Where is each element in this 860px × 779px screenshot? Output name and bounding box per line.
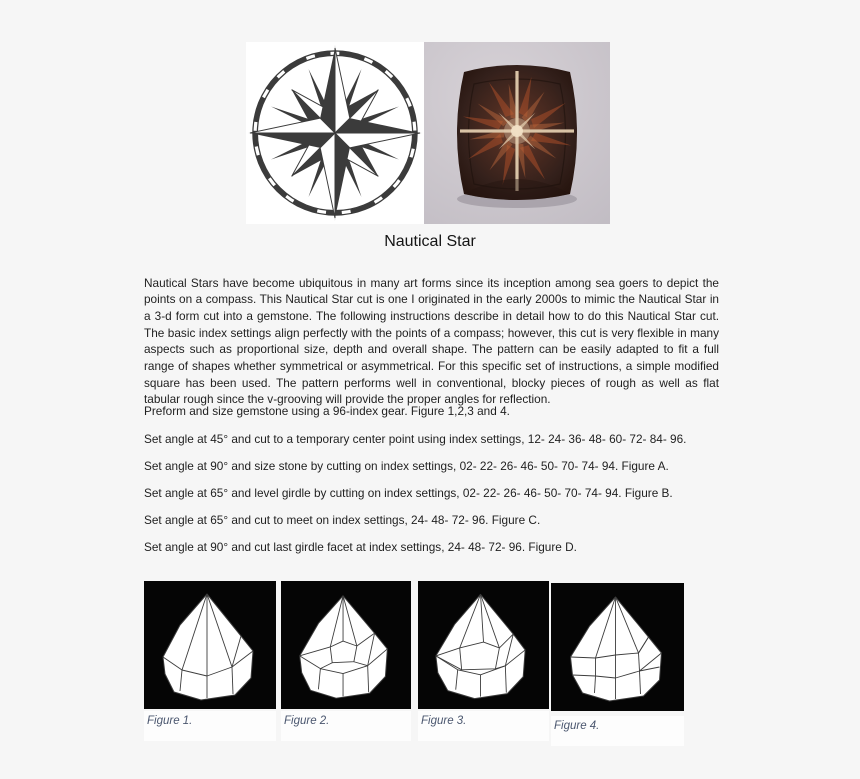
gemstone-image: [424, 42, 610, 224]
figure-caption: Figure 4.: [551, 716, 684, 746]
preform-instruction: Preform and size gemstone using a 96-index gear. Figure 1,2,3 and 4.: [144, 404, 510, 418]
step-instruction-1: Set angle at 45° and cut to a temporary center point using index settings, 12- 24- 36- 48- 60- 72- 84- 96.: [144, 432, 687, 446]
compass-rose-icon: [246, 42, 424, 224]
step-instruction-3: Set angle at 65° and level girdle by cutting on index settings, 02- 22- 26- 46- 50- 70- 74- 94. Figure B.: [144, 486, 673, 500]
step-instruction-2: Set angle at 90° and size stone by cutting on index settings, 02- 22- 26- 46- 50- 70- 74- 94. Figure A.: [144, 459, 669, 473]
figure-3-image: [418, 581, 549, 709]
wireframe-gem-3-icon: [418, 581, 549, 709]
wireframe-gem-2-icon: [281, 581, 411, 709]
compass-rose-image: [246, 42, 424, 224]
hero-images: [246, 42, 610, 224]
figure-caption: Figure 2.: [281, 711, 411, 741]
figure-4-image: [551, 583, 684, 711]
figure-block-2: [281, 581, 411, 741]
step-instruction-5: Set angle at 90° and cut last girdle facet at index settings, 24- 48- 72- 96. Figure D.: [144, 540, 577, 554]
page-title: Nautical Star: [384, 233, 476, 250]
wireframe-gem-4-icon: [551, 583, 684, 711]
figure-caption: Figure 3.: [418, 711, 549, 741]
figure-block-3: [418, 581, 549, 741]
figure-1-image: [144, 581, 276, 709]
gemstone-photo: [424, 42, 610, 224]
figure-caption: Figure 1.: [144, 711, 276, 741]
wireframe-gem-1-icon: [144, 581, 276, 709]
figure-block-1: [144, 581, 276, 741]
figures-row: [144, 581, 684, 746]
figure-block-4: [551, 583, 684, 746]
step-instruction-4: Set angle at 65° and cut to meet on index settings, 24- 48- 72- 96. Figure C.: [144, 513, 541, 527]
intro-paragraph: Nautical Stars have become ubiquitous in many art forms since its inception among sea goers to depict the points on a compass. This Nautical Star cut is one I originated in the early 2000s to mimic the Nautical Star in a 3-d form cut into a gemstone. The following instructions describe in detail how to do this Nautical Star cut. The basic index settings align perfectly with the points of a compass; however, this cut is very flexible in many aspects such as proportional size, depth and overall shape. The pattern can be easily adapted to fit a full range of shapes whether symmetrical or asymmetrical. For this specific set of instructions, a simple modified square has been used. The pattern performs well in conventional, blocky pieces of rough as well as flat tabular rough since the v-grooving will provide the proper angles for reflection.: [144, 275, 719, 407]
figure-2-image: [281, 581, 411, 709]
